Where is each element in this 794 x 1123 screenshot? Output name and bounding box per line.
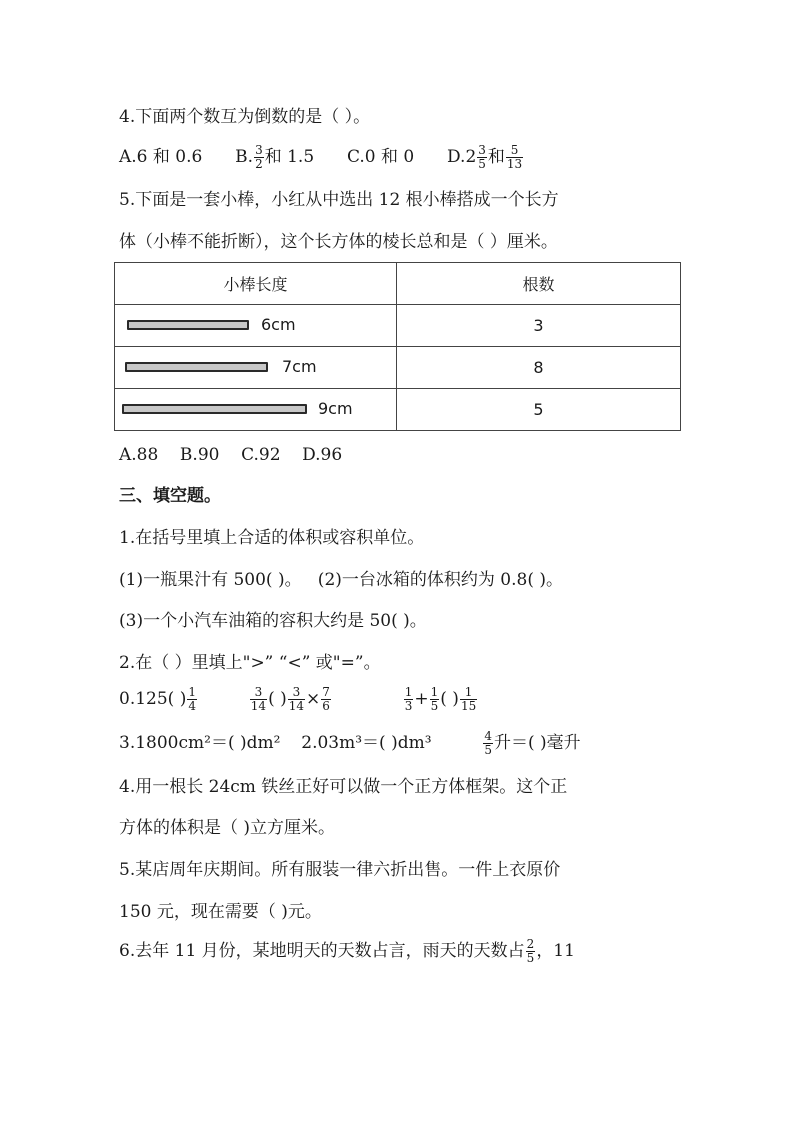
q5-options: A.88 B.90 C.92 D.96 [119,445,343,465]
s3-q3-conversions [119,730,581,757]
table-header-row [115,263,681,305]
q4-option-d: D.2 $\frac{3}{5}$ 和 $\frac{5}{13}$ [447,143,523,171]
q4-option-c: C.0 和 0 [346,147,415,167]
fraction: $\frac{1}{15}$ [460,685,477,713]
stick-cell [115,389,397,431]
q5-stem-line2: 体（小棒不能折断），这个长方体的棱长总和是（ ）厘米。 [119,232,558,252]
fraction: $\frac{4}{5}$ [484,729,492,757]
s3-q5-line2: 150 元，现在需要（ )元。 [119,902,322,922]
fraction: $\frac{3}{14}$ [288,685,305,713]
s3-q2-comparisons [119,686,478,713]
s3-q4-line1: 4.用一根长 24cm 铁丝正好可以做一个正方体框架。这个正 [119,777,568,797]
s3-q5-line1: 5.某店周年庆期间。所有服装一律六折出售。一件上衣原价 [119,860,561,880]
header-stick-length: 小棒长度 [115,263,397,305]
count-cell: 8 [397,347,681,389]
conversion-3: $\frac{4}{5}$ 升＝( )毫升 [484,729,581,757]
stick-table [114,262,681,431]
comparison-a: 0.125( ) $\frac{1}{4}$ [119,685,196,713]
q4-option-b: B. $\frac{3}{2}$ 和 1.5 [235,143,315,171]
stick-label: 6cm [261,315,296,334]
q5-stem-line1: 5.下面是一套小棒，小红从中选出 12 根小棒搭成一个长方 [119,190,559,210]
conversion-1: 3.1800cm²＝( )dm² [119,733,281,753]
count-cell: 5 [397,389,681,431]
fraction: $\frac{3}{5}$ [478,143,486,171]
q4-stem: 4.下面两个数互为倒数的是（ ）。 [119,107,371,127]
stick-7cm-image [125,362,268,372]
fraction: $\frac{7}{6}$ [322,685,330,713]
stick-cell [115,305,397,347]
comparison-c: $\frac{1}{3}$ + $\frac{1}{5}$ ( ) $\frac{1}{15}$ [404,685,477,713]
q4-option-a: A.6 和 0.6 [119,147,203,167]
stick-label: 7cm [282,357,317,376]
q4-options [119,144,524,171]
fraction: $\frac{1}{4}$ [188,685,196,713]
fraction: $\frac{3}{14}$ [250,685,267,713]
count-cell: 3 [397,305,681,347]
fraction: $\frac{2}{5}$ [526,937,535,965]
section-title: 三、填空题。 [119,486,221,506]
s3-q1-line2: (3)一个小汽车油箱的容积大约是 50( )。 [119,611,427,631]
s3-q1-stem: 1.在括号里填上合适的体积或容积单位。 [119,528,425,548]
fraction: $\frac{5}{13}$ [506,143,523,171]
fraction: $\frac{3}{2}$ [255,143,263,171]
stick-9cm-image [122,404,307,414]
conversion-2: 2.03m³＝( )dm³ [301,733,432,753]
s3-q2-stem: 2.在（ ）里填上">” “<” 或"=”。 [119,653,381,673]
stick-6cm-image [127,320,249,330]
stick-label: 9cm [318,399,353,418]
table-row [115,347,681,389]
table-row [115,305,681,347]
fraction: $\frac{1}{5}$ [430,685,439,713]
s3-q6-line1: 6.去年 11 月份，某地明天的天数占言，雨天的天数占 $\frac{2}{5}$ ，11 [119,937,575,965]
s3-q1-line1: (1)一瓶果汁有 500( )。 (2)一台冰箱的体积约为 0.8( )。 [119,570,563,590]
header-count: 根数 [397,263,681,305]
comparison-b: $\frac{3}{14}$ ( ) $\frac{3}{14}$ × $\frac{7}{6}$ [250,685,330,713]
fraction: $\frac{1}{3}$ [404,685,413,713]
table-row [115,389,681,431]
s3-q4-line2: 方体的体积是（ )立方厘米。 [119,818,336,838]
stick-cell [115,347,397,389]
